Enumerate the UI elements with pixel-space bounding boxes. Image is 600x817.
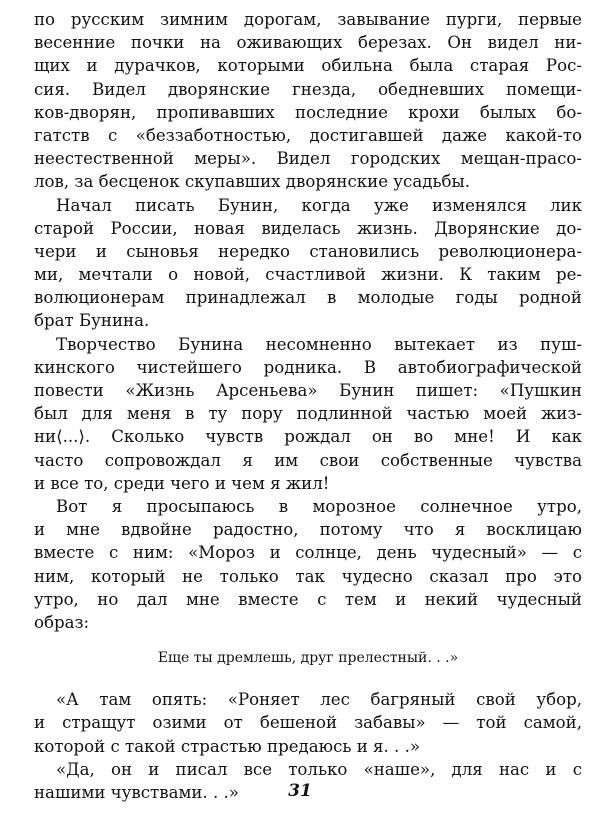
page-text (34, 8, 582, 804)
text-line: по русским зимним дорогам, завывание пурги, первые (34, 10, 582, 29)
page-number: 31 (288, 781, 312, 801)
text-line: был для меня в ту пору подлинной частью моей жиз- (34, 404, 582, 424)
text-line: утро, но дал мне вместе с тем и некий чудесный (34, 589, 582, 609)
text-line: нашими чувствами. . .» (34, 783, 239, 802)
text-line: и стращут озими от бешеной забавы» — той самой, (34, 713, 582, 733)
paragraph-3 (34, 333, 582, 495)
text-line: волюционерам принадлежал в молодые годы родной (34, 288, 582, 308)
text-line: Вот я просыпаюсь в морозное солнечное утро, (56, 496, 582, 516)
text-line: старой России, новая виделась жизнь. Дворянские до- (34, 218, 582, 238)
paragraph-4 (34, 495, 582, 634)
text-line: которой с такой страстью предаюсь и я. . .» (34, 736, 421, 756)
text-line: и мне вдвойне радостно, потому что я восклицаю (34, 520, 582, 540)
text-line: «Да, он и писал все только «наше», для нас и с (56, 759, 582, 779)
text-line: «А там опять: «Роняет лес багряный свой убор, (56, 690, 582, 710)
text-line: Творчество Бунина несомненно вытекает из пуш- (56, 334, 582, 354)
text-line: образ: (34, 612, 90, 632)
text-line: чери и сыновья нередко становились революционера- (34, 241, 582, 261)
text-line: вместе с ним: «Мороз и солнце, день чудесный» — с (34, 543, 582, 563)
paragraph-2 (34, 194, 582, 333)
text-line: кинского чистейшего родника. В автобиографической (34, 357, 582, 377)
text-line: часто сопровождал я им свои собственные чувства (34, 450, 582, 470)
text-line: гатств с «беззаботностью, достигавшей даже какой-то (34, 125, 582, 145)
paragraph-1 (34, 8, 582, 194)
text-line: лов, за бесценок скупавших дворянские усадьбы. (34, 172, 470, 192)
text-line: сия. Видел дворянские гнезда, обедневших помещи- (34, 79, 582, 99)
text-line: брат Бунина. (34, 311, 150, 331)
text-line: ков-дворян, пропивавших последние крохи былых бо- (34, 102, 582, 122)
text-line: неестественной меры». Видел городских мещан-прасо- (34, 149, 582, 169)
text-line: ним, который не только так чудесно сказал про это (34, 566, 582, 586)
poem-quote: Еще ты дремлешь, друг прелестный. . .» (157, 650, 459, 667)
text-line: ми, мечтали о новой, счастливой жизни. К таким ре- (34, 265, 582, 285)
text-line: Начал писать Бунин, когда уже изменялся лик (56, 195, 582, 215)
text-line: ни⟨...⟩. Сколько чувств рождал он во мне! И как (34, 427, 582, 447)
text-line: щих и дурачков, которыми обильна была старая Рос- (34, 56, 582, 76)
text-line: весенние почки на оживающих березах. Он видел ни- (34, 33, 582, 53)
paragraph-5 (34, 688, 582, 758)
text-line: повести «Жизнь Арсеньева» Бунин пишет: «Пушкин (34, 381, 582, 400)
text-line: и все то, среди чего и чем я жил! (34, 473, 330, 493)
